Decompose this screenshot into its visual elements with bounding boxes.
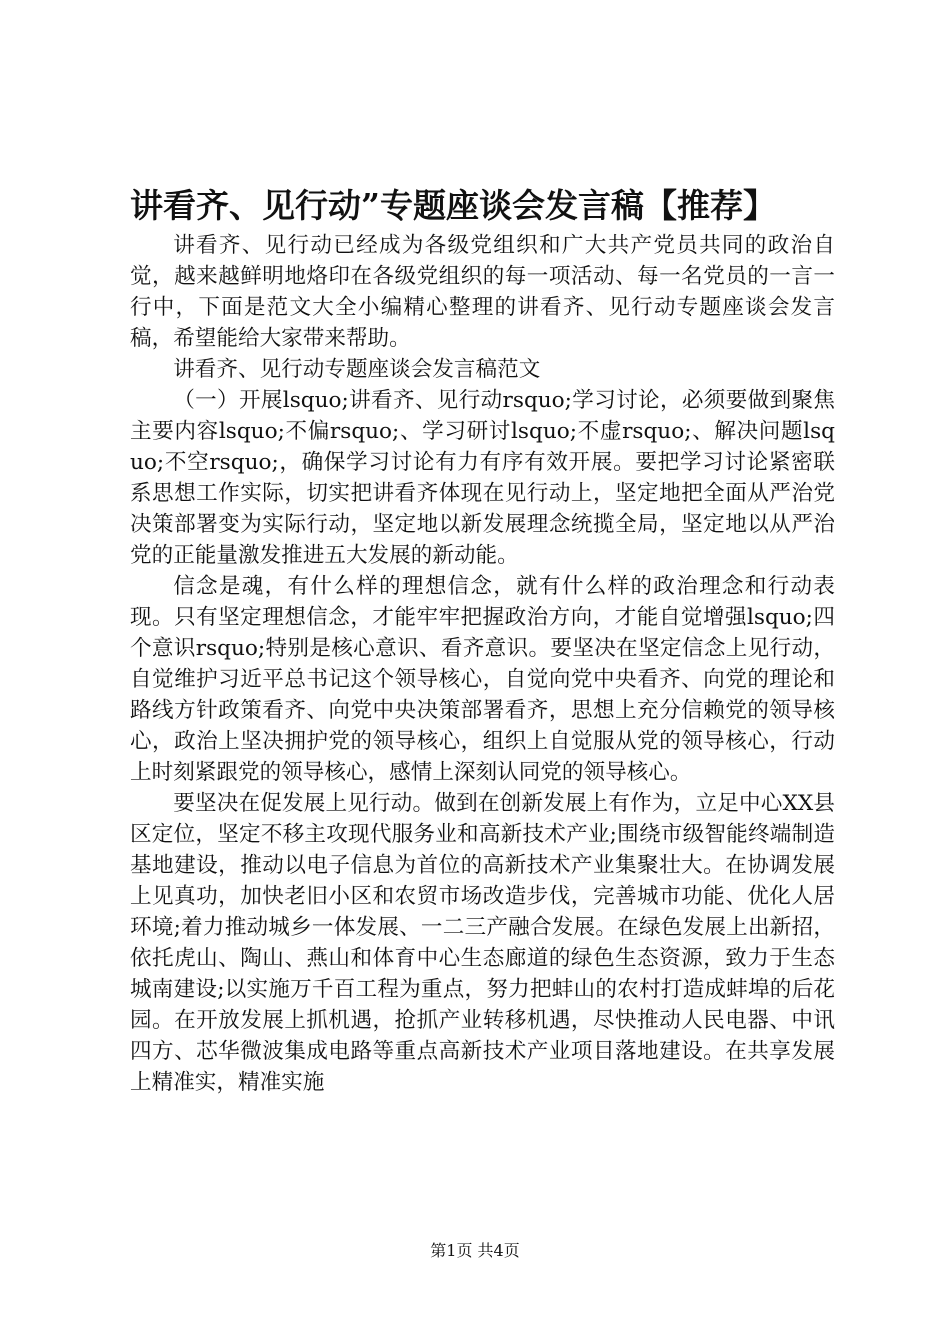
document-body [130, 230, 835, 1098]
paragraph-intro: 讲看齐、见行动已经成为各级党组织和广大共产党员共同的政治自觉，越来越鲜明地烙印在各级党组织的每一项活动、每一名党员的一言一行中，下面是范文大全小编精心整理的讲看齐、见行动专题座谈会发言稿，希望能给大家带来帮助。 [130, 233, 835, 351]
paragraph-belief: 信念是魂，有什么样的理想信念，就有什么样的政治理念和行动表现。只有坚定理想信念，才能牢牢把握政治方向，才能自觉增强lsquo;四个意识rsquo;特别是核心意识、看齐意识。要坚决在坚定信念上见行动，自觉维护习近平总书记这个领导核心，自觉向党中央看齐、向党的理论和路线方针政策看齐、向党中央决策部署看齐，思想上充分信赖党的领导核心，政治上坚决拥护党的领导核心，组织上自觉服从党的领导核心，行动上时刻紧跟党的领导核心，感情上深刻认同党的领导核心。 [130, 574, 835, 785]
page-footer: 第1页 共4页 [430, 1241, 520, 1260]
document-title: 讲看齐、见行动”专题座谈会发言稿【推荐】 [130, 186, 776, 225]
paragraph-subtitle: 讲看齐、见行动专题座谈会发言稿范文 [173, 357, 541, 382]
paragraph-development: 要坚决在促发展上见行动。做到在创新发展上有作为，立足中心XX县区定位，坚定不移主攻现代服务业和高新技术产业;围绕市级智能终端制造基地建设，推动以电子信息为首位的高新技术产业集聚壮大。在协调发展上见真功，加快老旧小区和农贸市场改造步伐，完善城市功能、优化人居环境;着力推动城乡一体发展、一二三产融合发展。在绿色发展上出新招，依托虎山、陶山、燕山和体育中心生态廊道的绿色生态资源，致力于生态城南建设;以实施万千百工程为重点，努力把蚌山的农村打造成蚌埠的后花园。在开放发展上抓机遇，抢抓产业转移机遇，尽快推动人民电器、中讯四方、芯华微波集成电路等重点高新技术产业项目落地建设。在共享发展上精准实，精准实施 [130, 791, 835, 1095]
paragraph-section-one: （一）开展lsquo;讲看齐、见行动rsquo;学习讨论，必须要做到聚焦主要内容lsquo;不偏rsquo;、学习研讨lsquo;不虚rsquo;、解决问题lsquo;不空rsquo;，确保学习讨论有力有序有效开展。要把学习讨论紧密联系思想工作实际，切实把讲看齐体现在见行动上，坚定地把全面从严治党决策部署变为实际行动，坚定地以新发展理念统揽全局，坚定地以从严治党的正能量激发推进五大发展的新动能。 [130, 388, 835, 568]
